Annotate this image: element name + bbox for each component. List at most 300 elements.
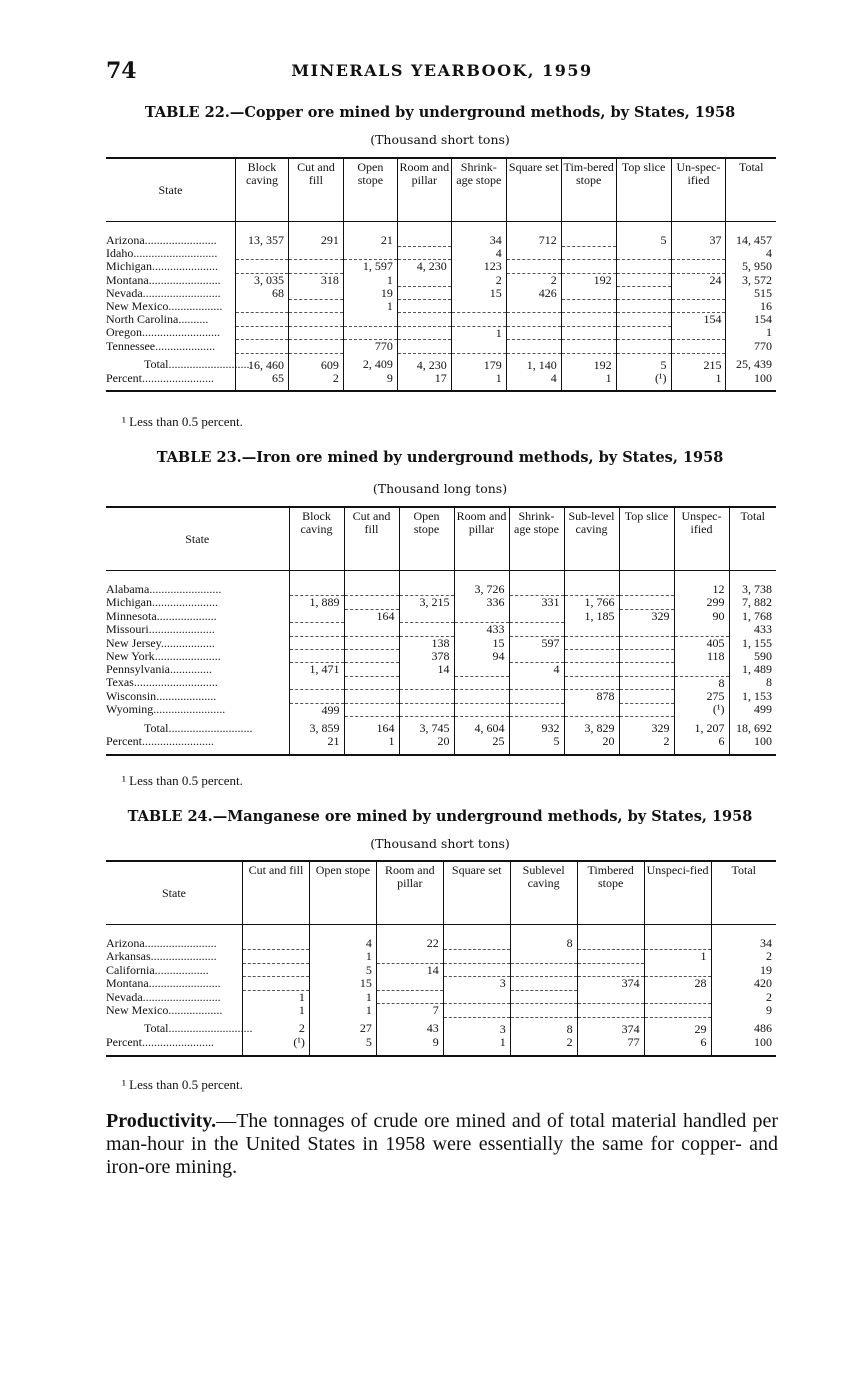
- row-label: [106, 717, 289, 735]
- table-cell: 28: [644, 977, 711, 990]
- table-cell: 426: [506, 287, 561, 300]
- table-cell: [506, 247, 561, 260]
- table-cell: 433: [729, 623, 776, 636]
- table-cell: [454, 703, 509, 716]
- table-cell: 164: [344, 717, 399, 735]
- table-cell: 4, 604: [454, 717, 509, 735]
- column-header: Timbered stope: [577, 861, 644, 925]
- table-cell: [506, 300, 561, 313]
- table-cell: [454, 663, 509, 676]
- table-cell: 1, 889: [289, 596, 344, 609]
- column-header: Shrink-age stope: [451, 158, 506, 222]
- table-cell: 1, 597: [343, 260, 397, 273]
- table-cell: [236, 260, 289, 273]
- table-cell: 3: [443, 977, 510, 990]
- leader-dots: ........................: [141, 733, 214, 748]
- table-cell: 8: [674, 676, 729, 689]
- column-header: Cut and fill: [344, 507, 399, 571]
- row-label-text: Montana: [106, 272, 149, 287]
- row-label-text: New York: [106, 648, 155, 663]
- leader-dots: ......................: [152, 595, 218, 610]
- table-cell: 4: [506, 372, 561, 392]
- table-cell: [243, 950, 310, 963]
- table-cell: 25, 439: [726, 353, 776, 371]
- row-label-text: North Carolina: [106, 311, 179, 326]
- table-cell: 5: [509, 735, 564, 755]
- column-header: Sub-level caving: [564, 507, 619, 571]
- table-cell: [288, 340, 343, 353]
- row-label: [106, 950, 243, 963]
- table-row: [106, 273, 776, 286]
- table-cell: 3, 829: [564, 717, 619, 735]
- table-cell: [454, 676, 509, 689]
- row-label: [106, 273, 236, 286]
- table-cell: [564, 623, 619, 636]
- table-cell: 2: [506, 273, 561, 286]
- table-cell: 154: [671, 313, 726, 326]
- table-cell: [509, 583, 564, 596]
- column-header: Room and pillar: [454, 507, 509, 571]
- table-cell: 68: [236, 287, 289, 300]
- row-label: [106, 1004, 243, 1017]
- table-cell: [619, 583, 674, 596]
- leader-dots: ........................: [141, 1034, 214, 1049]
- table-cell: 1, 471: [289, 663, 344, 676]
- table-cell: 2: [451, 273, 506, 286]
- table-cell: [510, 963, 577, 976]
- table-cell: 331: [509, 596, 564, 609]
- table-cell: 3, 215: [399, 596, 454, 609]
- table-cell: 118: [674, 650, 729, 663]
- leader-dots: ............................: [133, 245, 218, 260]
- table-cell: [619, 690, 674, 703]
- table-cell: 3, 035: [236, 273, 289, 286]
- total-row: [106, 1017, 776, 1035]
- table-cell: [288, 287, 343, 300]
- leader-dots: ........................: [141, 370, 214, 385]
- row-label: [106, 372, 236, 392]
- table-cell: 486: [711, 1017, 776, 1035]
- table-cell: [344, 663, 399, 676]
- table-cell: [399, 690, 454, 703]
- column-header: Total: [726, 158, 776, 222]
- table-cell: [616, 326, 671, 339]
- table-row: [106, 963, 776, 976]
- column-header: Square set: [443, 861, 510, 925]
- table-cell: [397, 287, 451, 300]
- table-cell: 179: [451, 353, 506, 371]
- percent-row: [106, 372, 776, 392]
- table-cell: [509, 609, 564, 622]
- table-cell: [509, 676, 564, 689]
- table-cell: [561, 326, 616, 339]
- table-cell: 100: [729, 735, 776, 755]
- table-cell: 20: [564, 735, 619, 755]
- table-row: [106, 300, 776, 313]
- table-cell: 5: [616, 353, 671, 371]
- table-row: [106, 937, 776, 950]
- leader-dots: ........................: [149, 582, 222, 596]
- table-cell: [509, 623, 564, 636]
- row-label-text: Arkansas: [106, 949, 151, 964]
- table-cell: [454, 609, 509, 622]
- row-label-text: New Mexico: [106, 1003, 169, 1018]
- leader-dots: ....................: [155, 338, 216, 353]
- table-cell: [564, 703, 619, 716]
- table-cell: 94: [454, 650, 509, 663]
- row-label-text: Pennsylvania: [106, 661, 170, 676]
- table-cell: 9: [343, 372, 397, 392]
- leader-dots: ......................: [150, 949, 217, 964]
- row-label: [106, 690, 289, 703]
- table-cell: [510, 977, 577, 990]
- table-cell: 1, 155: [729, 636, 776, 649]
- table-cell: 3, 572: [726, 273, 776, 286]
- leader-dots: ............................: [168, 357, 253, 372]
- table-cell: [344, 703, 399, 716]
- table-row: [106, 340, 776, 353]
- column-header: State: [106, 158, 236, 222]
- row-label: [106, 609, 289, 622]
- table-cell: 154: [726, 313, 776, 326]
- table-cell: 192: [561, 353, 616, 371]
- row-label: [106, 1036, 243, 1056]
- table-cell: 3, 745: [399, 717, 454, 735]
- table22-title: TABLE 22.—Copper ore mined by underground methods, by States, 1958: [144, 104, 736, 121]
- leader-dots: ....................: [156, 688, 217, 703]
- table-cell: 34: [711, 937, 776, 950]
- column-header: Tim-bered stope: [561, 158, 616, 222]
- row-label-text: Total: [144, 720, 169, 735]
- table23-title: TABLE 23.—Iron ore mined by underground methods, by States, 1958: [156, 449, 724, 466]
- table-cell: [509, 703, 564, 716]
- table-cell: 770: [726, 340, 776, 353]
- table-cell: [616, 340, 671, 353]
- table-cell: [564, 676, 619, 689]
- table-cell: [564, 583, 619, 596]
- table-cell: 1, 140: [506, 353, 561, 371]
- table-cell: 1, 153: [729, 690, 776, 703]
- table-row: [106, 596, 776, 609]
- table-cell: 17: [397, 372, 451, 392]
- table-cell: 7, 882: [729, 596, 776, 609]
- table-cell: 1: [644, 950, 711, 963]
- table-cell: [344, 636, 399, 649]
- table-cell: [506, 260, 561, 273]
- row-label-text: Arizona: [106, 233, 145, 247]
- table-cell: [243, 963, 310, 976]
- table-cell: [344, 623, 399, 636]
- table-cell: [236, 300, 289, 313]
- table-cell: 192: [561, 273, 616, 286]
- table-cell: [451, 340, 506, 353]
- table-cell: 21: [289, 735, 344, 755]
- table-cell: [619, 676, 674, 689]
- table24-title: TABLE 24.—Manganese ore mined by underground methods, by States, 1958: [127, 808, 753, 825]
- table-cell: 16, 460: [236, 353, 289, 371]
- table-cell: [561, 287, 616, 300]
- table-cell: 1: [451, 372, 506, 392]
- table24-footnote: ¹ Less than 0.5 percent.: [122, 1077, 243, 1092]
- table-cell: (¹): [674, 703, 729, 716]
- table-cell: [674, 663, 729, 676]
- leader-dots: ..........................: [142, 325, 220, 340]
- table-header-row: [106, 507, 776, 571]
- table-cell: [619, 596, 674, 609]
- table-cell: [397, 273, 451, 286]
- table-cell: 3, 859: [289, 717, 344, 735]
- table-cell: [674, 623, 729, 636]
- table-cell: 7: [376, 1004, 443, 1017]
- row-label: [106, 260, 236, 273]
- column-header: Cut and fill: [243, 861, 310, 925]
- table-cell: [397, 234, 451, 247]
- table-cell: 420: [711, 977, 776, 990]
- productivity-paragraph: [106, 1110, 778, 1180]
- table-cell: [376, 990, 443, 1003]
- percent-row: [106, 1036, 776, 1056]
- table-cell: (¹): [243, 1036, 310, 1056]
- table-cell: 12: [674, 583, 729, 596]
- table-cell: [509, 650, 564, 663]
- table-cell: 2: [510, 1036, 577, 1056]
- table-cell: 291: [288, 234, 343, 247]
- table23-unit: (Thousand long tons): [372, 481, 508, 496]
- row-label: [106, 353, 253, 372]
- row-label-text: New Jersey: [106, 635, 161, 650]
- table-cell: [616, 247, 671, 260]
- row-label: [106, 937, 243, 950]
- row-label-text: Oregon: [106, 325, 142, 340]
- table-cell: [236, 340, 289, 353]
- table-cell: 15: [454, 636, 509, 649]
- table-cell: [564, 636, 619, 649]
- row-label-text: Missouri: [106, 622, 149, 637]
- row-label-text: Idaho: [106, 245, 134, 260]
- table-row: [106, 583, 776, 596]
- table-cell: 8: [510, 1017, 577, 1035]
- row-label-text: Texas: [106, 675, 134, 690]
- table-cell: 14, 457: [726, 234, 776, 247]
- table-cell: [644, 963, 711, 976]
- row-label-text: Percent: [106, 370, 142, 385]
- row-label: [106, 313, 236, 326]
- table-row: [106, 690, 776, 703]
- table-row: [106, 260, 776, 273]
- table-cell: [288, 260, 343, 273]
- table-cell: [509, 690, 564, 703]
- table-cell: [671, 326, 726, 339]
- table-cell: 499: [289, 703, 344, 716]
- table-cell: [397, 313, 451, 326]
- table-cell: [236, 326, 289, 339]
- table-cell: 770: [343, 340, 397, 353]
- table-cell: [619, 623, 674, 636]
- table-cell: 20: [399, 735, 454, 755]
- table-cell: 299: [674, 596, 729, 609]
- table-cell: 77: [577, 1036, 644, 1056]
- table-cell: 9: [376, 1036, 443, 1056]
- leader-dots: ..........................: [142, 989, 221, 1004]
- table-row: [106, 650, 776, 663]
- table-cell: 374: [577, 977, 644, 990]
- row-label: [106, 1017, 253, 1036]
- table-cell: [343, 313, 397, 326]
- table-cell: 1, 185: [564, 609, 619, 622]
- table-cell: 374: [577, 1017, 644, 1035]
- row-label: [106, 990, 243, 1003]
- table-cell: [243, 937, 310, 950]
- table-cell: [619, 650, 674, 663]
- table-cell: 29: [644, 1017, 711, 1035]
- column-header: Total: [711, 861, 776, 925]
- table-cell: [399, 583, 454, 596]
- row-label-text: Wyoming: [106, 702, 154, 717]
- table-cell: [619, 703, 674, 716]
- table-cell: 1: [309, 990, 376, 1003]
- column-header: Shrink-age stope: [509, 507, 564, 571]
- table-cell: 878: [564, 690, 619, 703]
- table-cell: 43: [376, 1017, 443, 1035]
- column-header: State: [106, 507, 289, 571]
- table-cell: [451, 313, 506, 326]
- row-label: [106, 596, 289, 609]
- table-cell: 336: [454, 596, 509, 609]
- table-cell: 13, 357: [236, 234, 289, 247]
- table-cell: 4: [509, 663, 564, 676]
- row-label-text: Nevada: [106, 989, 143, 1004]
- table-cell: [397, 247, 451, 260]
- leader-dots: ............................: [168, 720, 253, 735]
- table-cell: 3, 726: [454, 583, 509, 596]
- table-cell: [577, 1004, 644, 1017]
- row-label: [106, 735, 289, 755]
- table-cell: 215: [671, 353, 726, 371]
- table-cell: [644, 990, 711, 1003]
- table-cell: [616, 260, 671, 273]
- leader-dots: ........................: [148, 272, 221, 287]
- table22-footnote: ¹ Less than 0.5 percent.: [122, 414, 243, 429]
- table-cell: 2: [288, 372, 343, 392]
- row-label: [106, 676, 289, 689]
- table-header-row: [106, 158, 776, 222]
- table-cell: [397, 340, 451, 353]
- column-header: Block caving: [289, 507, 344, 571]
- table-cell: [506, 340, 561, 353]
- leader-dots: ..................: [160, 635, 215, 650]
- table-cell: 1, 766: [564, 596, 619, 609]
- table-cell: [289, 583, 344, 596]
- table-cell: 100: [711, 1036, 776, 1056]
- table-cell: 1: [451, 326, 506, 339]
- table-cell: [399, 676, 454, 689]
- table-cell: 123: [451, 260, 506, 273]
- table-cell: 1: [309, 1004, 376, 1017]
- table-cell: 5: [616, 234, 671, 247]
- row-label: [106, 326, 236, 339]
- table-cell: 15: [451, 287, 506, 300]
- table-cell: 22: [376, 937, 443, 950]
- table-cell: 4: [726, 247, 776, 260]
- table-cell: [288, 313, 343, 326]
- table-cell: 405: [674, 636, 729, 649]
- leader-dots: ..............: [170, 661, 212, 676]
- leader-dots: ........................: [144, 233, 217, 247]
- table-cell: 4, 230: [397, 353, 451, 371]
- row-label-text: Total: [144, 1021, 169, 1036]
- table-cell: [289, 676, 344, 689]
- row-label-text: Minnesota: [106, 608, 157, 623]
- table-row: [106, 990, 776, 1003]
- row-label: [106, 963, 243, 976]
- table-row: [106, 676, 776, 689]
- column-header: Square set: [506, 158, 561, 222]
- total-row: [106, 717, 776, 735]
- table-cell: 6: [674, 735, 729, 755]
- table-cell: [344, 690, 399, 703]
- column-header: Room and pillar: [376, 861, 443, 925]
- table-cell: [289, 609, 344, 622]
- table-cell: [376, 977, 443, 990]
- column-header: Room and pillar: [397, 158, 451, 222]
- paragraph-text: —The tonnages of crude ore mined and of total material handled per man-hour in the United States in 1958 were essentially the same for copper- and iron-ore mining.: [106, 1110, 778, 1179]
- table-cell: [561, 313, 616, 326]
- table-cell: [288, 326, 343, 339]
- table-cell: [236, 313, 289, 326]
- row-label-text: New Mexico: [106, 298, 169, 313]
- table-cell: [399, 609, 454, 622]
- table-cell: 1: [243, 990, 310, 1003]
- table-cell: 932: [509, 717, 564, 735]
- leader-dots: ......................: [152, 259, 218, 274]
- running-head: MINERALS YEARBOOK, 1959: [291, 61, 593, 80]
- table-cell: 1: [344, 735, 399, 755]
- table-cell: 3: [443, 1017, 510, 1035]
- column-header: Top slice: [616, 158, 671, 222]
- table-cell: 609: [288, 353, 343, 371]
- table-cell: [671, 260, 726, 273]
- table-cell: [671, 300, 726, 313]
- table-cell: [443, 1004, 510, 1017]
- table-cell: 6: [644, 1036, 711, 1056]
- row-label-text: Michigan: [106, 595, 152, 610]
- row-label-text: Percent: [106, 1034, 142, 1049]
- table-cell: [561, 234, 616, 247]
- leader-dots: ......................: [148, 622, 215, 637]
- table-cell: 8: [510, 937, 577, 950]
- table-cell: [289, 650, 344, 663]
- table-cell: [343, 247, 397, 260]
- column-header: Un-spec-ified: [671, 158, 726, 222]
- table-cell: [619, 663, 674, 676]
- table-cell: 8: [729, 676, 776, 689]
- table-cell: 275: [674, 690, 729, 703]
- row-label: [106, 977, 243, 990]
- page-header: [106, 58, 778, 84]
- table-cell: 37: [671, 234, 726, 247]
- table-cell: 378: [399, 650, 454, 663]
- table-cell: [577, 963, 644, 976]
- row-label: [106, 583, 289, 596]
- column-header: Cut and fill: [288, 158, 343, 222]
- table-cell: 65: [236, 372, 289, 392]
- column-header: Total: [729, 507, 776, 571]
- table-cell: 9: [711, 1004, 776, 1017]
- leader-dots: ........................: [153, 702, 226, 717]
- table-cell: 34: [451, 234, 506, 247]
- row-label: [106, 663, 289, 676]
- column-header: Open stope: [399, 507, 454, 571]
